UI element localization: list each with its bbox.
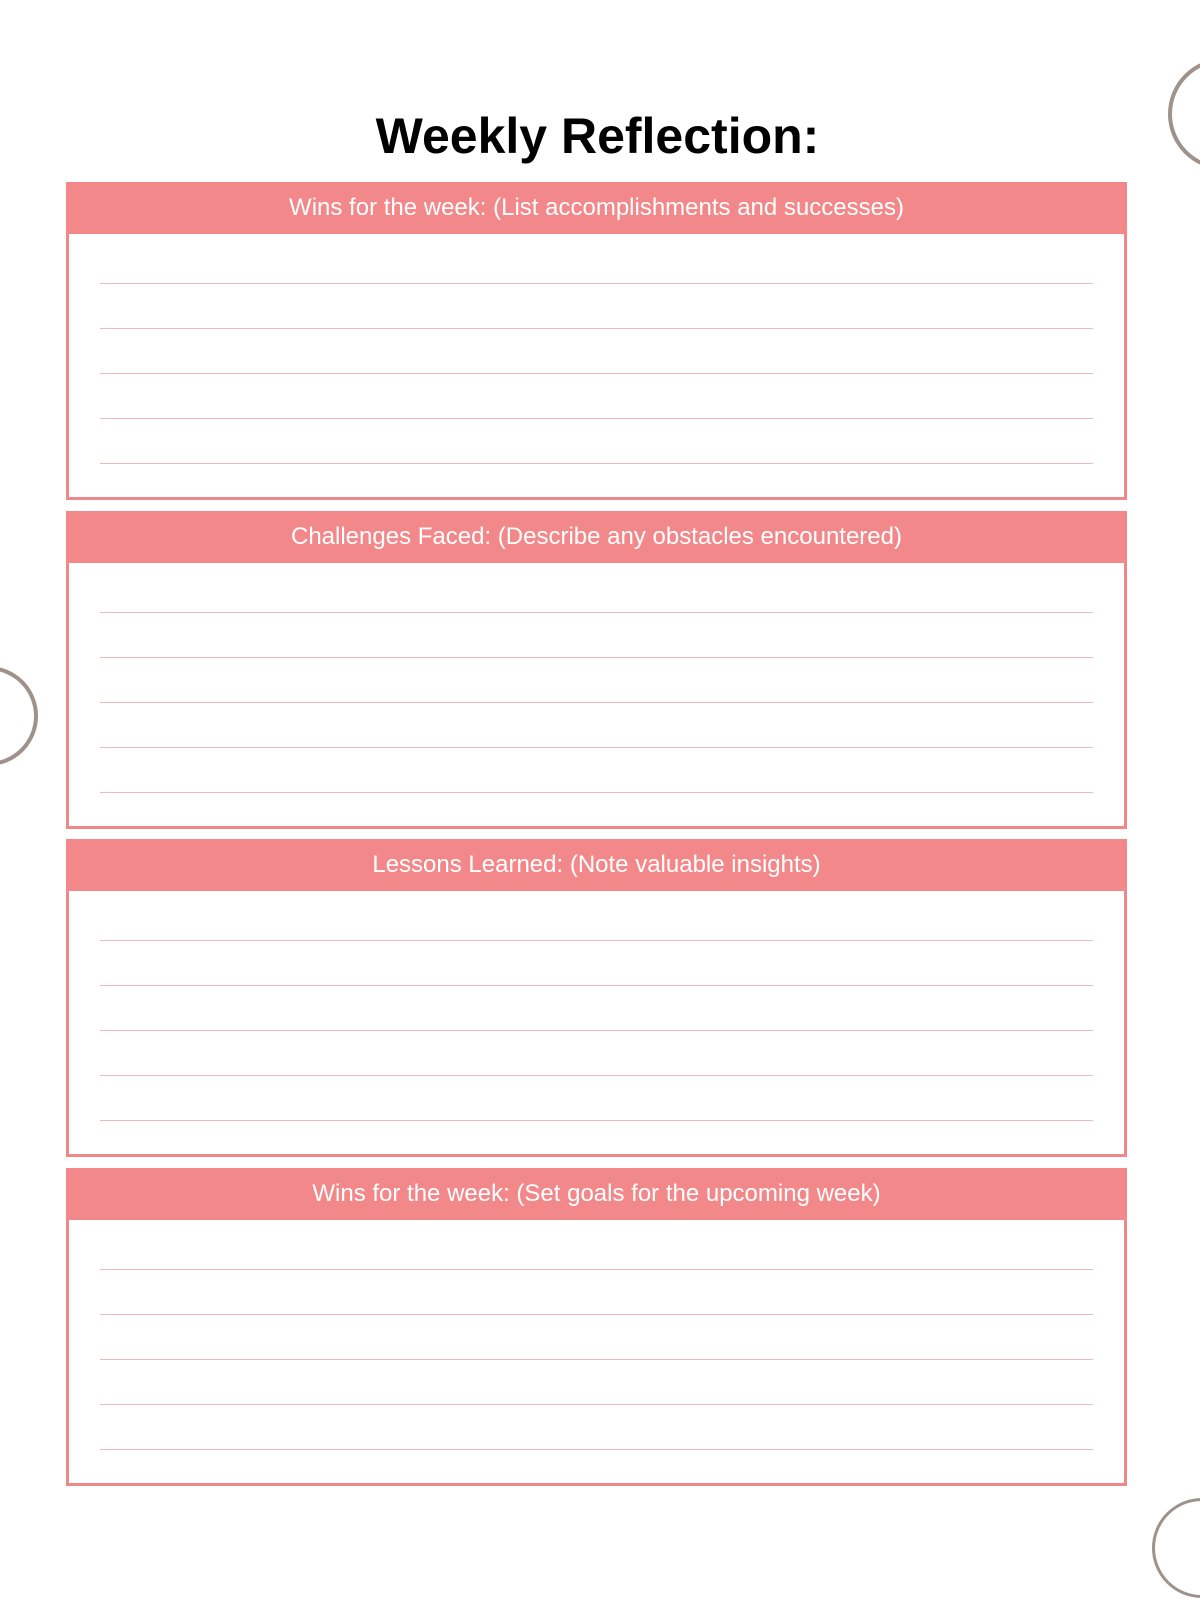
writing-line bbox=[100, 940, 1093, 941]
writing-line bbox=[100, 702, 1093, 703]
section-heading: Challenges Faced: (Describe any obstacles encountered) bbox=[66, 511, 1127, 563]
section-heading: Wins for the week: (List accomplishments and successes) bbox=[66, 182, 1127, 234]
section-goals bbox=[66, 1168, 1127, 1486]
section-heading: Lessons Learned: (Note valuable insights) bbox=[66, 839, 1127, 891]
writing-line bbox=[100, 985, 1093, 986]
writing-line bbox=[100, 1404, 1093, 1405]
writing-line bbox=[100, 463, 1093, 464]
writing-line bbox=[100, 612, 1093, 613]
writing-area[interactable] bbox=[69, 563, 1124, 823]
writing-line bbox=[100, 1449, 1093, 1450]
writing-line bbox=[100, 373, 1093, 374]
writing-area[interactable] bbox=[69, 891, 1124, 1151]
writing-area[interactable] bbox=[69, 1220, 1124, 1480]
section-wins bbox=[66, 182, 1127, 500]
decorative-circle-bottom-right bbox=[1152, 1498, 1200, 1598]
writing-line bbox=[100, 283, 1093, 284]
writing-line bbox=[100, 1359, 1093, 1360]
writing-line bbox=[100, 747, 1093, 748]
section-heading: Wins for the week: (Set goals for the upcoming week) bbox=[66, 1168, 1127, 1220]
section-lessons bbox=[66, 839, 1127, 1157]
decorative-circle-left bbox=[0, 666, 38, 766]
page-title: Weekly Reflection: bbox=[375, 108, 820, 164]
writing-line bbox=[100, 1120, 1093, 1121]
writing-line bbox=[100, 792, 1093, 793]
writing-line bbox=[100, 1030, 1093, 1031]
writing-line bbox=[100, 418, 1093, 419]
writing-line bbox=[100, 1269, 1093, 1270]
writing-line bbox=[100, 1314, 1093, 1315]
writing-line bbox=[100, 1075, 1093, 1076]
writing-line bbox=[100, 657, 1093, 658]
section-challenges bbox=[66, 511, 1127, 829]
writing-line bbox=[100, 328, 1093, 329]
writing-area[interactable] bbox=[69, 234, 1124, 494]
